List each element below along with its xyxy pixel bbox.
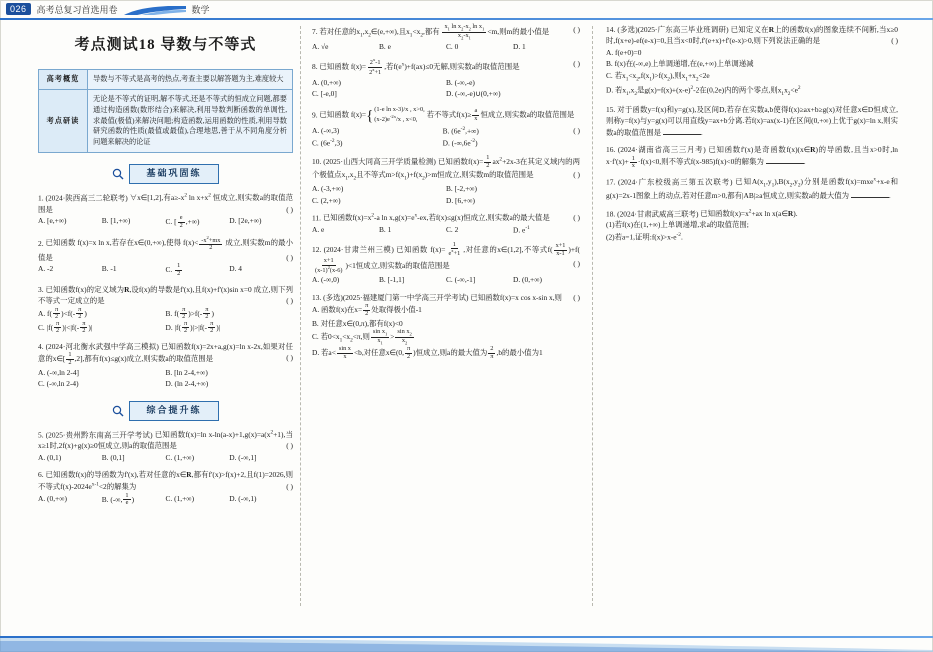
options-14 bbox=[606, 47, 898, 98]
option-d[interactable]: D. 4 bbox=[229, 264, 242, 274]
answer-paren: ( ) bbox=[573, 126, 580, 136]
option-b[interactable]: B. [-2,+∞) bbox=[446, 184, 477, 194]
question-source: (2024·甘肃武威高三联考) bbox=[617, 209, 699, 218]
overview-text-kaodian: 无论是不等式的证明,解不等式,还是不等式的恒成立问题,都要通过构造函数(数形结合)来解决,利用导数判断函数的单调性,求最值(极值)来解决问题;构造函数,运用函数的性质,利用导数研究函数的性质(最值或最值),合理地思,善于从不同角度分析问题来解决的论证 bbox=[88, 90, 293, 153]
question-16 bbox=[606, 144, 898, 170]
option-c[interactable]: C. $\frac{1}{2}$ bbox=[165, 262, 181, 277]
question-stem: 已知函数f(x)=x cos x-sin x,则 bbox=[470, 292, 562, 302]
answer-paren: ( ) bbox=[573, 259, 580, 269]
overview-table bbox=[38, 69, 293, 153]
question-source: (多选)(2025·福建厦门第一中学高三开学考试) bbox=[323, 292, 469, 302]
option-d[interactable]: D. (-∞,1] bbox=[229, 452, 257, 462]
question-15 bbox=[606, 104, 898, 138]
question-number: 13. bbox=[312, 292, 322, 302]
option-d[interactable]: D. [2e,+∞) bbox=[229, 216, 262, 226]
option-b[interactable]: B. f( $\frac{\pi}{2}$ )>f(- $\frac{\pi}{2}$ ) bbox=[165, 305, 214, 321]
footer-swoosh-decoration bbox=[0, 638, 933, 652]
question-stem: 已知函数 f(x)=x ln x,若存在x∈(0,+∞),使得 f(x)< $\frac{-x^2+mx}{2}$ 成立,则实数m的最小值是 bbox=[38, 234, 293, 262]
question-stem: 已知函数$f(x)=x^2+ax$ ln x(a∈R). bbox=[700, 208, 798, 218]
option-d[interactable]: D. 若a< $\frac{\text{sin x}}{x}$ <b,对任意x∈(0, $\frac{\pi}{2}$ )恒成立,则a的最大值为 $\frac{2}{\pi}$ ,b的最小值为1 bbox=[312, 345, 543, 360]
question-number: 11. bbox=[312, 213, 321, 223]
option-c[interactable]: C. |f( $\frac{\pi}{2}$ )|<|f(- $\frac{\pi}{2}$ )| bbox=[38, 319, 93, 335]
question-number: 1. bbox=[38, 193, 44, 203]
option-a[interactable]: A. (0,1) bbox=[38, 452, 62, 462]
question-13 bbox=[312, 292, 580, 360]
overview-text-gaokao: 导数与不等式是高考的热点,考查主要以解答题为主,难度较大 bbox=[88, 70, 293, 90]
question-source: (2024·河北衡水武强中学高三模拟) bbox=[45, 341, 159, 351]
question-stem: 已知定义在R上的函数f(x)的图象连续不间断,当x≥0时,f(x+e)-ef(e-x)=0,且当x<0时,f'(e+x)+f'(e-x)>0,则下列说法正确的是 bbox=[606, 25, 898, 46]
answer-paren: ( ) bbox=[573, 292, 580, 302]
option-c[interactable]: C. (-∞,ln 2-4) bbox=[38, 379, 79, 389]
question-2 bbox=[38, 236, 293, 278]
options-7 bbox=[312, 41, 580, 52]
answer-paren: ( ) bbox=[891, 36, 898, 46]
options-1 bbox=[38, 215, 293, 229]
option-d[interactable]: D. (0,+∞) bbox=[513, 275, 542, 285]
answer-paren: ( ) bbox=[286, 296, 293, 306]
question-18-part-1: (1)若f(x)在(1,+∞)上单调递增,求a的取值范围; bbox=[606, 220, 749, 230]
option-a[interactable]: A. -2 bbox=[38, 264, 54, 274]
option-a[interactable]: A. 函数f(x)在x= $\frac{\pi}{2}$ 处取得极小值-1 bbox=[312, 302, 422, 318]
options-12 bbox=[312, 274, 580, 285]
question-9 bbox=[312, 106, 580, 149]
question-3 bbox=[38, 284, 293, 335]
question-6 bbox=[38, 469, 293, 507]
column-divider-2 bbox=[592, 26, 593, 606]
question-source: (2024·湖南省高三三月考) bbox=[617, 145, 706, 155]
option-a[interactable]: A. f( $\frac{\pi}{2}$ )<f(- $\frac{\pi}{2}$ ) bbox=[38, 305, 87, 321]
question-stem: 已知函数$f(x)=x^2-a$ $\ln x,g(x)=e^x-ex$,若f(x)≤g(x)恒成立,则实数a的最大值是 bbox=[322, 212, 550, 223]
option-b[interactable]: B. [-1,1] bbox=[379, 275, 405, 285]
options-11 bbox=[312, 224, 580, 236]
answer-blank[interactable] bbox=[766, 158, 804, 165]
question-17 bbox=[606, 176, 898, 202]
question-stem: 已知$A(x_1,y_1),B(x_2,y_2)$分别是函数f(x)=mxe$^x$+x-e和g(x)=2x-1图象上的动点,若对任意m>0,都有|AB|≥a恒成立,则实数a的最大值为 . bbox=[606, 176, 898, 201]
header-subject: 数学 bbox=[191, 4, 210, 15]
option-c[interactable]: C. 2 bbox=[446, 224, 459, 234]
question-stem: 已知函数 f(x)= $\frac{2^x-1}{2^x+1}$ ,若$f(e^x)+f(ax)\le 0$无解,则实数a的取值范围是 bbox=[319, 57, 520, 77]
question-source: (2024·陕西高三二轮联考) bbox=[45, 193, 128, 203]
option-a[interactable]: A. (-∞,ln 2-4] bbox=[38, 367, 79, 377]
options-13 bbox=[312, 303, 580, 360]
table-row bbox=[39, 70, 293, 90]
question-source: (2025·山西大同高三开学质量检测) bbox=[323, 156, 436, 166]
question-11 bbox=[312, 212, 580, 236]
option-a[interactable]: A. [e,+∞) bbox=[38, 216, 67, 226]
option-c[interactable]: C. 若$0<x_1<x_2<\pi$,则 $\frac{\sin x_1}{x_1}$ > $\frac{\sin x_2}{x_2}$ bbox=[312, 328, 412, 346]
question-number: 3. bbox=[38, 284, 44, 294]
option-b[interactable]: B. f(x)在(-∞,e)上单调递增,在(e,+∞)上单调递减 bbox=[606, 59, 754, 69]
question-number: 17. bbox=[606, 177, 616, 187]
option-c[interactable]: C. $(6e^{-2},3)$ bbox=[312, 138, 343, 148]
question-number: 4. bbox=[38, 341, 44, 351]
option-d[interactable]: D. (ln 2-4,+∞) bbox=[165, 379, 209, 389]
question-source: (2025·贵州黔东南高三开学考试) bbox=[45, 430, 153, 439]
question-stem: 已知函数f(x)=2x+a,g(x)=ln x-2x,如果对任意的x∈[ $\frac{1}{2}$ ,2],都有f(x)≤g(x)成立,则实数a的取值范围是 bbox=[38, 341, 293, 367]
question-stem: 已知函数 f(x)={ (1-e ln x-3)/x , x>0, $(x-2)e^{-2x}/x$ , x<0, 若不等式f(x)≥ $\frac{a}{x}$ 恒成立,则实数a的取值范围是 bbox=[319, 105, 575, 124]
option-a[interactable]: A. f(e+0)=0 bbox=[606, 47, 642, 57]
magnifier-icon bbox=[112, 168, 124, 180]
answer-paren: ( ) bbox=[573, 170, 580, 180]
options-2 bbox=[38, 263, 293, 277]
option-b[interactable]: B. e bbox=[379, 42, 391, 51]
option-b[interactable]: B. (0,1] bbox=[101, 452, 125, 462]
option-a[interactable]: A. (0,+∞) bbox=[38, 493, 67, 503]
option-c[interactable]: C. 若$x_1<x_2,f(x_1)>f(x_2)$,则$x_1+x_2<2e$ bbox=[606, 70, 710, 83]
question-source: (2024·甘肃兰州三模) bbox=[323, 244, 394, 254]
answer-paren: ( ) bbox=[286, 441, 293, 451]
question-number: 2. bbox=[38, 238, 44, 248]
overview-label-gaokao: 高考概览 bbox=[39, 70, 88, 90]
option-d[interactable]: D. |f( $\frac{\pi}{2}$ )|>|f(- $\frac{\pi}{2}$ )| bbox=[165, 319, 221, 335]
question-number: 14. bbox=[606, 25, 616, 34]
question-number: 16. bbox=[606, 145, 616, 155]
option-a[interactable]: A. √e bbox=[312, 42, 329, 51]
column-divider-1 bbox=[300, 26, 301, 606]
option-d[interactable]: D. 若$x_1,x_2$是$g(x)=f(x)+(x-e)^2-2$在(0,2e)内的两个零点,则$x_1x_2<e^2$ bbox=[606, 84, 801, 97]
options-6 bbox=[38, 493, 293, 507]
page-header bbox=[0, 0, 933, 18]
question-12 bbox=[312, 242, 580, 286]
section-banner-improve bbox=[38, 401, 293, 421]
option-d[interactable]: D. (-∞,1) bbox=[229, 493, 257, 503]
table-row bbox=[39, 90, 293, 153]
answer-blank[interactable] bbox=[663, 128, 701, 135]
options-5 bbox=[38, 452, 293, 463]
question-stem: 已知函数f(x)= $\frac{1}{2}$ $ax^2+2x-3$在其定义域内的两个极值点$x_1,x_2$且不等式$m>f(x_1)+f(x_2)>m$恒成立,则实数m的取值范围是 bbox=[312, 154, 581, 182]
answer-paren: ( ) bbox=[286, 481, 293, 491]
option-a[interactable]: A. (-3,+∞) bbox=[312, 184, 344, 194]
section-banner-basic bbox=[38, 164, 293, 184]
option-c[interactable]: C. (2,+∞) bbox=[312, 195, 341, 205]
option-c[interactable]: C. (1,+∞) bbox=[165, 493, 195, 503]
question-stem: 已知函数f'(x)是奇函数f(x)(x∈R)的导函数,且当x>0时,ln x·f'(x)+ $\frac{1}{x}$ ·f(x)<0,则不等式f(x-985)f(x)<0的解集为 . bbox=[606, 145, 899, 170]
option-b[interactable]: B. $(6e^{-2},+\infty)$ bbox=[442, 126, 479, 136]
question-number: 8. bbox=[312, 62, 318, 72]
question-number: 7. bbox=[312, 27, 318, 37]
option-a[interactable]: A. e bbox=[312, 224, 325, 234]
option-b[interactable]: B. (-∞, $\frac{1}{e}$ ) bbox=[101, 491, 135, 507]
header-title: 高考总复习首选用卷 bbox=[36, 4, 118, 15]
question-18 bbox=[606, 208, 898, 243]
page-title: 考点测试18 导数与不等式 bbox=[74, 37, 257, 53]
column-3 bbox=[606, 24, 898, 249]
question-7 bbox=[312, 24, 580, 52]
question-number: 18. bbox=[606, 209, 616, 218]
option-b[interactable]: B. (-∞,-e) bbox=[446, 77, 475, 87]
option-a[interactable]: A. (-∞,3) bbox=[312, 126, 340, 136]
section-label-improve: 综合提升练 bbox=[129, 401, 218, 421]
page-number: 026 bbox=[6, 3, 31, 15]
question-stem: 若对任意的$x_1,x_2\in(e,+\infty)$,且$x_1<x_2$,都有 $\frac{x_1 \ln x_2-x_2 \ln x_1}{x_2-x_1}$ <m,则m的最小值是 bbox=[319, 23, 550, 41]
header-rule bbox=[0, 18, 933, 20]
options-10 bbox=[312, 183, 580, 206]
column-2 bbox=[312, 24, 580, 366]
option-b[interactable]: B. [ln 2-4,+∞) bbox=[165, 367, 208, 377]
answer-paren: ( ) bbox=[286, 353, 293, 363]
header-swoosh-decoration bbox=[124, 4, 186, 15]
question-source: (2024·广东校级高三第五次联考) bbox=[618, 177, 733, 187]
question-18-part-2: (2)若a=1,证明$:f(x)>x-e^{-2}$. bbox=[606, 231, 683, 242]
question-number: 15. bbox=[606, 104, 616, 114]
question-10 bbox=[312, 155, 580, 206]
question-4 bbox=[38, 341, 293, 390]
option-d[interactable]: D. $e^{-1}$ bbox=[513, 224, 530, 235]
options-9 bbox=[312, 125, 573, 149]
options-4 bbox=[38, 367, 293, 390]
question-stem: 对于函数y=f(x)和y=g(x),及区间D,若存在实数a,b使得f(x)≥ax+b≥g(x)对任意x∈D恒成立,则称y=f(x)与y=g(x)可以用直线y=ax+b分离.若f(x)=ax(x-1)在区间(0,+∞)上优于g(x)=ln x,则实数a的取值范围是 . bbox=[606, 104, 898, 137]
question-stem: 已知函数f(x)的定义域为R,设f(x)的导数是f'(x),且f(x)+f'(x)sin x=0 成立,则下列不等式一定成立的是 bbox=[38, 284, 293, 306]
answer-paren: ( ) bbox=[286, 252, 293, 262]
question-source: (多选)(2025·广东高三毕业班调研) bbox=[617, 25, 729, 34]
option-a[interactable]: A. (0,+∞) bbox=[312, 77, 341, 87]
option-c[interactable]: C. (1,+∞) bbox=[165, 452, 195, 462]
question-14 bbox=[606, 24, 898, 98]
question-stem: ∀x∈[1,2],有$a\ge-x^2$ $\ln x+x^2$ 恒成立,则实数a的取值范围是 bbox=[38, 192, 293, 214]
question-stem: 已知函数 f(x)= $\frac{1}{e^x+1}$ ,对任意的x∈(1,2],不等式f( $\frac{x+1}{x-1}$ )+f( $\frac{x+1}{(x-1)^2(x-6)}$ )<1恒成立,则实数a的取值范围是 bbox=[315, 240, 580, 274]
section-label-basic: 基础巩固练 bbox=[129, 164, 218, 184]
option-d[interactable]: D. 1 bbox=[513, 42, 526, 51]
question-number: 12. bbox=[312, 244, 322, 254]
option-d[interactable]: D. [6,+∞) bbox=[446, 195, 475, 205]
answer-paren: ( ) bbox=[573, 25, 580, 34]
option-b[interactable]: B. 对任意x∈(0,π),都有f(x)<0 bbox=[312, 318, 403, 328]
option-c[interactable]: C. 0 bbox=[446, 42, 459, 51]
answer-blank[interactable] bbox=[851, 192, 889, 199]
option-d[interactable]: D. $(-\infty,6e^{-2})$ bbox=[442, 138, 478, 148]
overview-label-kaodian: 考点研读 bbox=[39, 90, 88, 153]
question-stem: 已知函数f(x)的导函数为f'(x),若对任意的x∈R,都有f'(x)>f(x)+2,且f(1)=2026,则不等式$f(x)-2024e^{x-1}<2$的解集为 bbox=[38, 470, 293, 492]
answer-paren: ( ) bbox=[286, 204, 293, 214]
question-1 bbox=[38, 192, 293, 230]
question-stem: 已知函数f(x)=ln $x-\ln(a-x)+1,g(x)=a(x^2+1)$,当x≥1时,2f(x)+g(x)≥0恒成立,则a的取值范围是 bbox=[38, 429, 293, 451]
options-8 bbox=[312, 77, 580, 100]
answer-paren: ( ) bbox=[573, 212, 580, 222]
question-8 bbox=[312, 58, 580, 99]
option-b[interactable]: B. 1 bbox=[379, 224, 392, 234]
option-a[interactable]: A. (-∞,0) bbox=[312, 275, 340, 285]
option-b[interactable]: B. -1 bbox=[101, 264, 117, 274]
question-number: 6. bbox=[38, 470, 44, 480]
column-1 bbox=[38, 24, 293, 513]
question-number: 9. bbox=[312, 110, 318, 120]
answer-paren: ( ) bbox=[573, 59, 580, 69]
options-3 bbox=[38, 307, 293, 335]
question-number: 5. bbox=[38, 430, 44, 439]
option-d[interactable]: D. (-∞,-e)∪(0,+∞) bbox=[446, 89, 501, 99]
question-number: 10. bbox=[312, 156, 322, 166]
magnifier-icon bbox=[112, 405, 124, 417]
option-c[interactable]: C. (-∞,-1] bbox=[446, 275, 476, 285]
option-b[interactable]: B. [1,+∞) bbox=[101, 216, 131, 226]
option-c[interactable]: C. [-e,0] bbox=[312, 89, 337, 99]
option-c[interactable]: C. [ $\frac{e}{2}$ ,+∞) bbox=[165, 214, 200, 229]
question-5 bbox=[38, 429, 293, 464]
